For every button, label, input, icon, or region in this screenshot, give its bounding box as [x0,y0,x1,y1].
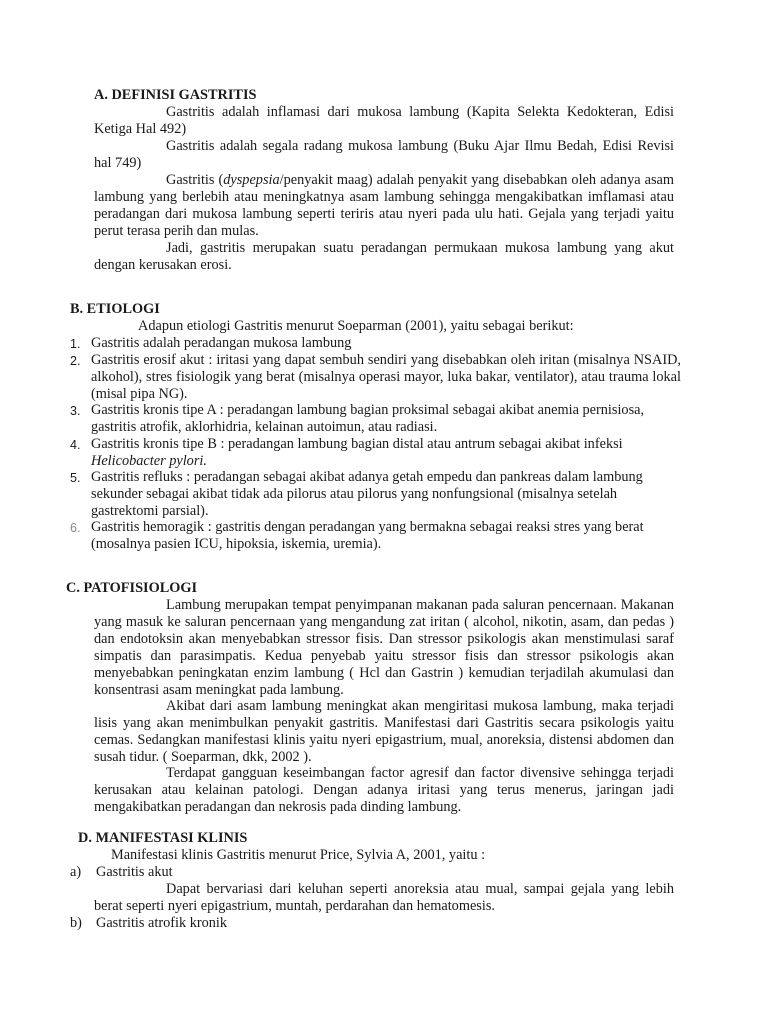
etiologi-number-6: 6. [70,521,81,535]
etiologi-item-2-text: Gastritis erosif akut : iritasi yang dapat sembuh sendiri yang disebabkan oleh iritan (misalnya NSAID, alkohol), stres fisiologik yang berat (misalnya operasi mayor, luka bakar, ventilator), atau trauma lokal (misal pipa NG). [91,352,681,402]
heading-manifestasi-klinis: D. MANIFESTASI KLINIS [78,830,248,846]
manifestasi-intro: Manifestasi klinis Gastritis menurut Price, Sylvia A, 2001, yaitu : [111,847,486,863]
etiologi-item-4-organism: Helicobacter pylori. [91,452,207,469]
etiologi-item-2 [91,352,681,403]
patofisiologi-paragraph-2: Akibat dari asam lambung meningkat akan mengiritasi mukosa lambung, maka terjadi lisis yang akan menimbulkan penyakit gastritis. Manifestasi dari Gastritis secara psikologis yaitu cemas. Sedangkan manifestasi klinis yaitu nyeri epigastrium, mual, anoreksia, distensi abdomen dan susah tidur. ( Soeparman, dkk, 2002 ). [94,698,674,765]
heading-etiologi: B. ETIOLOGI [70,301,160,317]
etiologi-item-5: Gastritis refluks : peradangan sebagai akibat adanya getah empedu dan pankreas dalam lambung sekunder sebagai akibat tidak ada pilorus atau pilorus yang nonfungsional (misalnya setelah gastrektomi parsial). [91,469,643,519]
heading-patofisiologi: C. PATOFISIOLOGI [66,580,198,596]
manifestasi-label-b: b) [70,915,82,931]
definisi-p3-pre: Gastritis ( [166,172,224,188]
definisi-paragraph-3 [94,172,674,240]
etiologi-number-1: 1. [70,337,81,351]
etiologi-number-2: 2. [70,354,81,368]
etiologi-item-4 [91,436,681,470]
etiologi-item-4-text: Gastritis kronis tipe B : peradangan lambung bagian distal atau antrum sebagai akibat infeksi [91,436,623,452]
definisi-paragraph-2: Gastritis adalah segala radang mukosa lambung (Buku Ajar Ilmu Bedah, Edisi Revisi hal 749) [94,138,674,171]
etiologi-intro: Adapun etiologi Gastritis menurut Soeparman (2001), yaitu sebagai berikut: [138,318,574,334]
definisi-paragraph-1: Gastritis adalah inflamasi dari mukosa lambung (Kapita Selekta Kedokteran, Edisi Ketiga Hal 492) [94,104,674,137]
definisi-p3-post: /penyakit maag) adalah penyakit yang disebabkan oleh adanya asam lambung yang berlebih atau meningkatnya asam lambung sehingga mengakibatkan imflamasi atau peradangan dari mukosa lambung seperti teriris atau nyeri pada ulu hati. Gejala yang terjadi yaitu perut terasa perih dan mulas. [94,172,674,239]
etiologi-item-3: Gastritis kronis tipe A : peradangan lambung bagian proksimal sebagai akibat anemia pernisiosa, gastritis atrofik, aklorhidria, kelainan autoimun, atau radiasi. [91,402,645,435]
patofisiologi-paragraph-3: Terdapat gangguan keseimbangan factor agresif dan factor divensive sehingga terjadi kerusakan atau kelainan patologi. Dengan adanya iritasi yang terus menerus, jaringan jadi mengakibatkan peradangan dan nekrosis pada dinding lambung. [94,765,674,815]
etiologi-number-3: 3. [70,404,81,418]
manifestasi-item-a-description: Dapat bervariasi dari keluhan seperti anoreksia atau mual, sampai gejala yang lebih berat seperti nyeri epigastrium, muntah, perdarahan dan hematomesis. [94,881,674,914]
manifestasi-item-b: Gastritis atrofik kronik [96,915,228,931]
manifestasi-item-a: Gastritis akut [96,864,173,880]
etiologi-number-4: 4. [70,438,81,452]
etiologi-number-5: 5. [70,471,81,485]
manifestasi-label-a: a) [70,864,82,880]
definisi-paragraph-4: Jadi, gastritis merupakan suatu peradangan permukaan mukosa lambung yang akut dengan kerusakan erosi. [94,240,674,273]
etiologi-item-6: Gastritis hemoragik : gastritis dengan peradangan yang bermakna sebagai reaksi stres yang berat (mosalnya pasien ICU, hipoksia, iskemia, uremia). [91,519,644,552]
definisi-p3-term: dyspepsia [223,172,280,188]
heading-definisi: A. DEFINISI GASTRITIS [94,87,257,103]
patofisiologi-paragraph-1: Lambung merupakan tempat penyimpanan makanan pada saluran pencernaan. Makanan yang masuk ke saluran pencernaan yang mengandung zat iritan ( alcohol, nikotin, asam, dan pedas ) dan endotoksin akan menyebabkan stressor fisis. Dan stressor psikologis akan menstimulasi saraf simpatis dan parasimpatis. Kedua penyebab yaitu stressor fisis dan stressor psikologis akan menyebabkan peningkatan enzim lambung ( Hcl dan Gastrin ) kemudian terjadilah akumulasi dan konsentrasi asam meningkat pada lambung. [94,597,674,698]
etiologi-item-1: Gastritis adalah peradangan mukosa lambung [91,335,352,351]
